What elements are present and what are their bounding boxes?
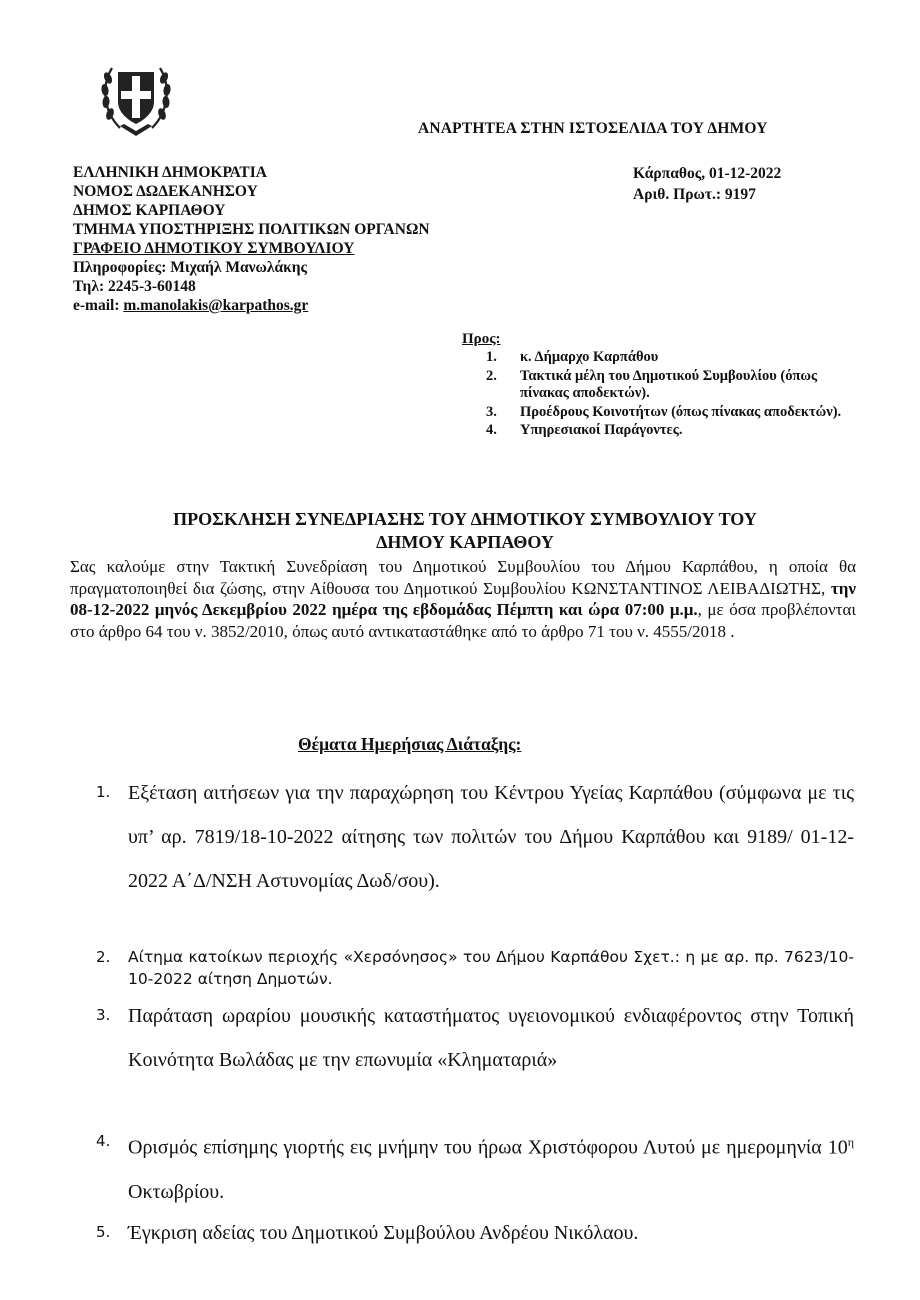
recipient-item: [486, 368, 846, 403]
info-line: Πληροφορίες: Μιχαήλ Μανωλάκης: [73, 259, 308, 276]
agenda-number: 5.: [96, 1223, 111, 1241]
paragraph-text: , με όσα προβλέπονται στο άρθρο 64 του ν. 3852/2010, όπως αυτό αντικαταστάθηκε από το άρθρο 71 του ν. 4555/2018 .: [70, 600, 856, 641]
paragraph-text: Σας καλούμε στην Τακτική Συνεδρίαση του Δημοτικού Συμβουλίου του Δήμου Καρπάθου, η οποία θα πραγματοποιηθεί δια ζώσης, στην Αίθουσα του Δημοτικού Συμβουλίου ΚΩΝΣΤΑΝΤΙΝΟΣ ΛΕΙΒΑΔΙΩΤΗΣ,: [70, 557, 856, 598]
posting-note: ΑΝΑΡΤΗΤΕΑ ΣΤΗΝ ΙΣΤΟΣΕΛΙΔΑ ΤΟΥ ΔΗΜΟΥ: [418, 120, 768, 137]
title-line: ΠΡΟΣΚΛΗΣΗ ΣΥΝΕΔΡΙΑΣΗΣ ΤΟΥ ΔΗΜΟΤΙΚΟΥ ΣΥΜΒΟΥΛΙΟΥ ΤΟΥ: [173, 509, 757, 529]
agenda-number: 4.: [96, 1132, 111, 1150]
agenda-heading: Θέματα Ημερήσιας Διάταξης:: [298, 734, 522, 754]
recipient-text: κ. Δήμαρχο Καρπάθου: [520, 349, 659, 365]
agenda-number: 3.: [96, 1006, 111, 1024]
sender-block: [73, 163, 430, 315]
recipient-number: 2.: [486, 367, 497, 384]
recipients-label: Προς:: [462, 331, 501, 347]
email-line: [73, 296, 430, 315]
sender-line: ΓΡΑΦΕΙΟ ΔΗΜΟΤΙΚΟΥ ΣΥΜΒΟΥΛΙΟΥ: [73, 240, 355, 257]
agenda-text: Εξέταση αιτήσεων για την παραχώρηση του Κέντρου Υγείας Καρπάθου (σύμφωνα με τις υπ’ αρ. 7819/18-10-2022 αίτησης των πολιτών του Δήμου Καρπάθου και 9189/ 01-12-2022 Α΄Δ/ΝΣΗ Αστυνομίας Δωδ/σου).: [128, 782, 854, 892]
recipient-number: 4.: [486, 422, 497, 438]
sender-line: ΕΛΛΗΝΙΚΗ ΔΗΜΟΚΡΑΤΙΑ: [73, 164, 267, 181]
document-title: [80, 508, 850, 554]
meeting-datetime: την 08-12-2022 μηνός Δεκεμβρίου 2022 ημέρα της εβδομάδας Πέμπτη και ώρα 07:00 μ.μ.: [70, 578, 856, 619]
recipient-number: 1.: [486, 349, 497, 365]
sender-line: ΤΜΗΜΑ ΥΠΟΣΤΗΡΙΞΗΣ ΠΟΛΙΤΙΚΩΝ ΟΡΓΑΝΩΝ: [73, 221, 430, 238]
agenda-text: [128, 1120, 854, 1214]
ordinal-suffix: η: [847, 1135, 854, 1149]
agenda-text-part: Οκτωβρίου.: [128, 1180, 225, 1203]
recipient-text: Υπηρεσιακοί Παράγοντες.: [520, 422, 683, 438]
agenda-text: Αίτημα κατοίκων περιοχής «Χερσόνησος» του Δήμου Καρπάθου Σχετ.: η με αρ. πρ. 7623/10-10-2022 αίτηση Δημοτών.: [128, 948, 854, 988]
protocol-line: Αριθ. Πρωτ.: 9197: [633, 186, 756, 203]
agenda-text: Έγκριση αδείας του Δημοτικού Συμβούλου Ανδρέου Νικόλαου.: [128, 1222, 639, 1244]
invitation-paragraph: [70, 556, 856, 642]
recipient-item: [486, 422, 846, 440]
recipients-list: [486, 349, 846, 441]
date-line: Κάρπαθος, 01-12-2022: [633, 165, 782, 182]
agenda-text-part: Ορισμός επίσημης γιορτής εις μνήμην του ήρωα Χριστόφορου Λυτού με ημερομηνία 10: [128, 1136, 848, 1159]
agenda-number: 2.: [96, 948, 111, 966]
recipient-text: Τακτικά μέλη του Δημοτικού Συμβουλίου (όπως πίνακας αποδεκτών).: [520, 367, 818, 401]
recipient-text: Προέδρους Κοινοτήτων (όπως πίνακας αποδεκτών).: [520, 403, 842, 420]
sender-line: ΔΗΜΟΣ ΚΑΡΠΑΘΟΥ: [73, 202, 226, 219]
recipient-number: 3.: [486, 403, 497, 420]
recipient-item: [486, 404, 846, 422]
agenda-number: 1.: [96, 783, 111, 801]
email-label: e-mail:: [73, 297, 120, 314]
recipient-item: [486, 349, 846, 367]
title-line: ΔΗΜΟΥ ΚΑΡΠΑΘΟΥ: [376, 532, 554, 552]
phone-line: Τηλ: 2245-3-60148: [73, 278, 196, 295]
email-link[interactable]: m.manolakis@karpathos.gr: [123, 297, 309, 314]
greek-coat-of-arms-emblem: [98, 58, 174, 138]
document-meta: [633, 163, 781, 205]
sender-line: ΝΟΜΟΣ ΔΩΔΕΚΑΝΗΣΟΥ: [73, 183, 258, 200]
agenda-text: Παράταση ωραρίου μουσικής καταστήματος υγειονομικού ενδιαφέροντος στην Τοπική Κοινότητα Βωλάδας με την επωνυμία «Κληματαριά»: [128, 1005, 854, 1071]
